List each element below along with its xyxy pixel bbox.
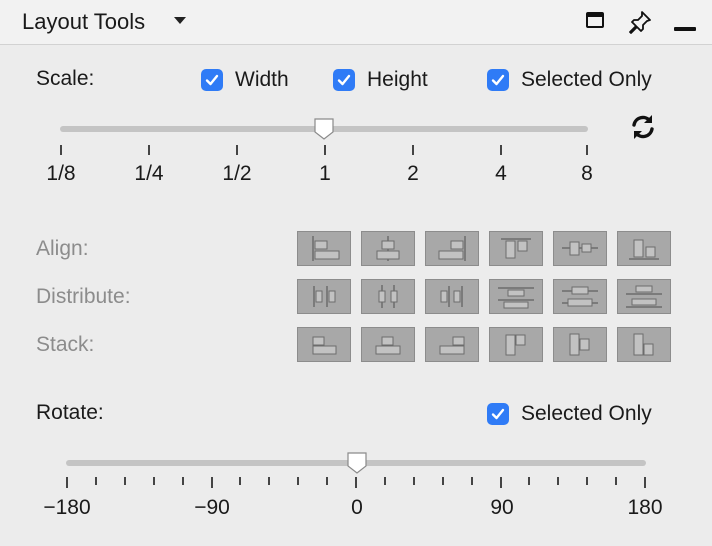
stack-top-button[interactable] bbox=[489, 327, 543, 362]
stack-bottom-icon bbox=[618, 328, 670, 361]
rotate-tick bbox=[124, 477, 126, 485]
checkmark-icon bbox=[201, 69, 223, 91]
panel-title[interactable]: Layout Tools bbox=[22, 9, 146, 34]
distribute-left-icon bbox=[298, 280, 350, 313]
scale-label: Scale: bbox=[36, 67, 95, 90]
stack-center-icon bbox=[362, 328, 414, 361]
stack-middle-button[interactable] bbox=[553, 327, 607, 362]
align-middle-icon bbox=[554, 232, 606, 265]
width-checkbox-label: Width bbox=[235, 68, 289, 91]
align-bottom-icon bbox=[618, 232, 670, 265]
rotate-label: Rotate: bbox=[36, 401, 104, 424]
stack-right-button[interactable] bbox=[425, 327, 479, 362]
rotate-slider-thumb[interactable] bbox=[346, 451, 368, 475]
distribute-label: Distribute: bbox=[36, 285, 131, 308]
scale-tick-label: 4 bbox=[495, 162, 507, 185]
distribute-center-icon bbox=[362, 280, 414, 313]
checkmark-icon bbox=[487, 69, 509, 91]
rotate-tick-label: 90 bbox=[490, 496, 514, 519]
stack-center-button[interactable] bbox=[361, 327, 415, 362]
rotate-selected-only-label: Selected Only bbox=[521, 402, 652, 425]
stack-top-icon bbox=[490, 328, 542, 361]
align-center-button[interactable] bbox=[361, 231, 415, 266]
align-bottom-button[interactable] bbox=[617, 231, 671, 266]
distribute-bottom-icon bbox=[618, 280, 670, 313]
height-checkbox[interactable] bbox=[333, 68, 428, 92]
distribute-top-button[interactable] bbox=[489, 279, 543, 314]
distribute-right-button[interactable] bbox=[425, 279, 479, 314]
minimize-icon[interactable] bbox=[674, 27, 696, 31]
rotate-tick bbox=[268, 477, 270, 485]
rotate-tick-label: 180 bbox=[627, 496, 663, 519]
scale-tick-label: 8 bbox=[581, 162, 593, 185]
rotate-tick bbox=[182, 477, 184, 485]
distribute-bottom-button[interactable] bbox=[617, 279, 671, 314]
rotate-tick bbox=[615, 477, 617, 485]
scale-tick-label: 1/8 bbox=[46, 162, 76, 185]
rotate-tick bbox=[239, 477, 241, 485]
rotate-tick bbox=[557, 477, 559, 485]
width-checkbox[interactable] bbox=[201, 68, 289, 92]
rotate-tick bbox=[211, 477, 213, 488]
stack-left-icon bbox=[298, 328, 350, 361]
rotate-tick bbox=[326, 477, 328, 485]
distribute-right-icon bbox=[426, 280, 478, 313]
align-center-icon bbox=[362, 232, 414, 265]
distribute-left-button[interactable] bbox=[297, 279, 351, 314]
distribute-middle-button[interactable] bbox=[553, 279, 607, 314]
scale-tick bbox=[148, 145, 150, 155]
align-left-button[interactable] bbox=[297, 231, 351, 266]
distribute-center-button[interactable] bbox=[361, 279, 415, 314]
stack-left-button[interactable] bbox=[297, 327, 351, 362]
scale-tick-label: 2 bbox=[407, 162, 419, 185]
scale-tick bbox=[60, 145, 62, 155]
rotate-tick bbox=[528, 477, 530, 485]
scale-selected-only-label: Selected Only bbox=[521, 68, 652, 91]
scale-slider-thumb[interactable] bbox=[313, 117, 335, 141]
rotate-tick bbox=[442, 477, 444, 485]
align-top-button[interactable] bbox=[489, 231, 543, 266]
rotate-tick-label: −90 bbox=[194, 496, 230, 519]
scale-tick-label: 1/4 bbox=[134, 162, 164, 185]
align-top-icon bbox=[490, 232, 542, 265]
scale-tick bbox=[236, 145, 238, 155]
scale-tick bbox=[324, 145, 326, 155]
align-left-icon bbox=[298, 232, 350, 265]
rotate-tick bbox=[355, 477, 357, 488]
align-label: Align: bbox=[36, 237, 89, 260]
distribute-middle-icon bbox=[554, 280, 606, 313]
rotate-tick bbox=[66, 477, 68, 488]
scale-tick-label: 1 bbox=[319, 162, 331, 185]
scale-tick bbox=[500, 145, 502, 155]
rotate-tick bbox=[297, 477, 299, 485]
rotate-tick-label: 0 bbox=[351, 496, 363, 519]
stack-middle-icon bbox=[554, 328, 606, 361]
rotate-tick bbox=[644, 477, 646, 488]
scale-selected-only-checkbox[interactable] bbox=[487, 68, 652, 92]
rotate-tick bbox=[95, 477, 97, 485]
distribute-top-icon bbox=[490, 280, 542, 313]
stack-right-icon bbox=[426, 328, 478, 361]
scale-tick-label: 1/2 bbox=[222, 162, 252, 185]
checkmark-icon bbox=[487, 403, 509, 425]
maximize-window-icon[interactable] bbox=[586, 12, 604, 28]
rotate-tick bbox=[384, 477, 386, 485]
stack-label: Stack: bbox=[36, 333, 95, 356]
align-right-icon bbox=[426, 232, 478, 265]
rotate-tick-label: −180 bbox=[43, 496, 91, 519]
rotate-tick bbox=[586, 477, 588, 485]
scale-tick bbox=[586, 145, 588, 155]
rotate-tick bbox=[413, 477, 415, 485]
align-right-button[interactable] bbox=[425, 231, 479, 266]
stack-bottom-button[interactable] bbox=[617, 327, 671, 362]
pin-icon[interactable] bbox=[628, 10, 652, 34]
rotate-tick bbox=[500, 477, 502, 488]
height-checkbox-label: Height bbox=[367, 68, 428, 91]
rotate-tick bbox=[471, 477, 473, 485]
chevron-down-icon[interactable] bbox=[174, 17, 186, 24]
scale-tick bbox=[412, 145, 414, 155]
checkmark-icon bbox=[333, 69, 355, 91]
align-middle-button[interactable] bbox=[553, 231, 607, 266]
rotate-tick bbox=[153, 477, 155, 485]
refresh-icon[interactable] bbox=[628, 112, 658, 142]
rotate-selected-only-checkbox[interactable] bbox=[487, 402, 652, 426]
